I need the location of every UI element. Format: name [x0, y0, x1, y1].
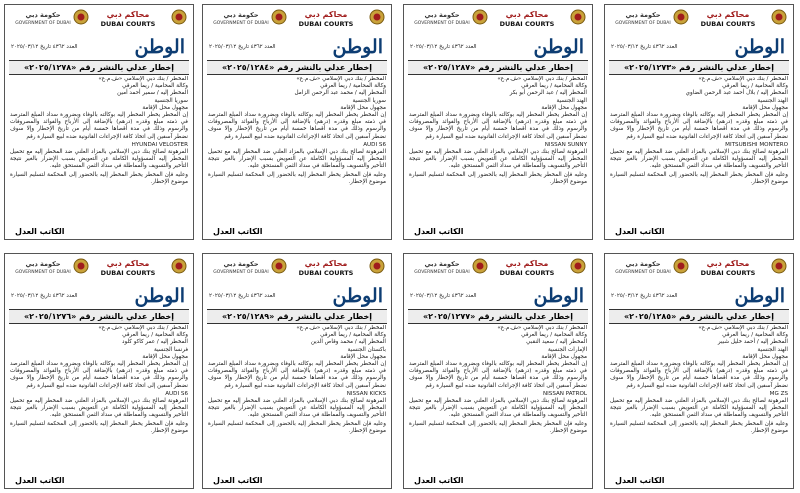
court-name-en: DUBAI COURTS	[499, 269, 555, 277]
notice-header	[9, 257, 189, 283]
notice-header	[207, 257, 387, 283]
vehicle-model: NISSAN SUNNY	[544, 141, 587, 148]
notice-title: إخطار عدلي بالنشر رقم «٢٠٢٥/١٢٧٧»	[408, 309, 588, 324]
gov-emblem-icon	[673, 9, 689, 25]
nationality: باكستان الجنسية	[347, 346, 386, 353]
requester: المخطر / بنك دبي الإسلامي «ش.م.ع»	[98, 76, 188, 82]
body-paragraph: وعليه فإن المخطر يخطر المخطر إليه بالحضور إلى المحكمة لتسليم السيارة موضوع الإخطار.	[610, 420, 788, 434]
address: مجهول محل الإقامة	[742, 104, 788, 111]
body-paragraph: إن المخطر يخطر المخطر إليه بوكالته بالوفاء وبضرورة سداد المبلغ المترصد في ذمته مبلغ وقدره (درهم) بالإضافة إلى الأرباح والفوائد والمصروفات والرسوم وذلك في مدة أقصاها خمسة أيام من تاريخ الإخطار وإلا سوف نضطر آسفين إلى اتخاذ كافة الإجراءات القانونية ضده لبيع السيارة رقم	[208, 361, 386, 389]
dubai-emblem-icon	[171, 9, 187, 25]
issue-info: العدد ٤٣٦٢ تاريخ ٢٠٢٥/٠٣/١٢	[611, 293, 678, 299]
nationality: سوريا الجنسية	[352, 97, 386, 104]
address: مجهول محل الإقامة	[142, 104, 188, 111]
notary-signature: الكاتب العدل	[615, 476, 665, 485]
body-paragraph: وعليه فإن المخطر يخطر المخطر إليه بالحضور إلى المحكمة لتسليم السيارة موضوع الإخطار.	[610, 171, 788, 185]
court-notice	[604, 4, 794, 240]
body-paragraph: إن المخطر يخطر المخطر إليه بوكالته بالوفاء وبضرورة سداد المبلغ المترصد في ذمته مبلغ وقدره (درهم) بالإضافة إلى الأرباح والفوائد والمصروفات والرسوم وذلك في مدة أقصاها خمسة أيام من تاريخ الإخطار وإلا سوف نضطر آسفين إلى اتخاذ كافة الإجراءات القانونية ضده لبيع السيارة رقم	[409, 112, 587, 140]
requester: المخطر / بنك دبي الإسلامي «ش.م.ع»	[497, 325, 587, 331]
court-name-en: DUBAI COURTS	[298, 20, 354, 28]
issue-info: العدد ٤٣٦٢ تاريخ ٢٠٢٥/٠٣/١٢	[11, 293, 78, 299]
notice-body	[409, 76, 587, 221]
gov-name-en: GOVERNMENT OF DUBAI	[15, 21, 71, 26]
address: مجهول محل الإقامة	[541, 104, 587, 111]
gov-emblem-icon	[472, 258, 488, 274]
notice-header	[9, 8, 189, 34]
issue-info: العدد ٤٣٦٢ تاريخ ٢٠٢٥/٠٣/١٢	[410, 293, 477, 299]
address: مجهول محل الإقامة	[340, 353, 386, 360]
notice-body	[610, 325, 788, 470]
notary-signature: الكاتب العدل	[414, 227, 464, 236]
gov-emblem-icon	[673, 258, 689, 274]
body-paragraph: المرهونة لصالح بنك دبي الإسلامي بالمزاد العلني ضد المخطر إليه مع تحميل المخطر إليه المسؤولية الكاملة عن التعويض بسبب الإضرار بالغير نتيجة التأخير والتسويف والمماطلة في سداد الثمن المستحق عليه.	[610, 149, 788, 170]
vehicle-model: MITSUBISHI MONTERO	[725, 141, 788, 148]
body-paragraph: وعليه فإن المخطر يخطر المخطر إليه بالحضور إلى المحكمة لتسليم السيارة موضوع الإخطار.	[409, 171, 587, 185]
brand-row	[408, 285, 588, 307]
notice-body	[10, 76, 188, 221]
nationality: سوريا الجنسية	[154, 97, 188, 104]
gov-emblem-icon	[472, 9, 488, 25]
notice-body	[208, 76, 386, 221]
dubai-emblem-icon	[771, 258, 787, 274]
body-paragraph: المرهونة لصالح بنك دبي الإسلامي بالمزاد العلني ضد المخطر إليه مع تحميل المخطر إليه المسؤولية الكاملة عن التعويض بسبب الإضرار بالغير نتيجة التأخير والتسويف والمماطلة في سداد الثمن المستحق عليه.	[10, 149, 188, 170]
gov-name-en: GOVERNMENT OF DUBAI	[213, 21, 269, 26]
body-paragraph: إن المخطر يخطر المخطر إليه بوكالته بالوفاء وبضرورة سداد المبلغ المترصد في ذمته مبلغ وقدره (درهم) بالإضافة إلى الأرباح والفوائد والمصروفات والرسوم وذلك في مدة أقصاها خمسة أيام من تاريخ الإخطار وإلا سوف نضطر آسفين إلى اتخاذ كافة الإجراءات القانونية ضده لبيع السيارة رقم	[10, 361, 188, 389]
court-notice	[403, 253, 593, 489]
vehicle-model: AUDI S6	[363, 141, 386, 148]
notary-signature: الكاتب العدل	[615, 227, 665, 236]
newspaper-logo: الوطن	[332, 36, 383, 58]
notice-title: إخطار عدلي بالنشر رقم «٢٠٢٥/١٢٨٧»	[408, 60, 588, 75]
court-name-en: DUBAI COURTS	[700, 20, 756, 28]
gov-name-en: GOVERNMENT OF DUBAI	[615, 270, 671, 275]
requester: المخطر / بنك دبي الإسلامي «ش.م.ع»	[497, 76, 587, 82]
notified-party: المخطر إليه / سمير أحمد أمين	[117, 90, 188, 97]
dubai-emblem-icon	[771, 9, 787, 25]
brand-row	[9, 285, 189, 307]
gov-name-ar: حكومة دبي	[223, 11, 259, 19]
notified-party: المخطر إليه / أحمد خليل شبير	[717, 339, 788, 346]
newspaper-logo: الوطن	[134, 285, 185, 307]
issue-info: العدد ٤٣٦٢ تاريخ ٢٠٢٥/٠٣/١٢	[209, 44, 276, 50]
gov-name-ar: حكومة دبي	[424, 260, 460, 268]
gov-name-ar: حكومة دبي	[625, 11, 661, 19]
newspaper-logo: الوطن	[134, 36, 185, 58]
requester: المخطر / بنك دبي الإسلامي «ش.م.ع»	[698, 76, 788, 82]
body-paragraph: وعليه فإن المخطر يخطر المخطر إليه بالحضور إلى المحكمة لتسليم السيارة موضوع الإخطار.	[409, 420, 587, 434]
court-name-ar: محاكم دبي	[505, 259, 549, 268]
issue-info: العدد ٤٣٦٢ تاريخ ٢٠٢٥/٠٣/١٢	[11, 44, 78, 50]
body-paragraph: إن المخطر يخطر المخطر إليه بوكالته بالوفاء وبضرورة سداد المبلغ المترصد في ذمته مبلغ وقدره (درهم) بالإضافة إلى الأرباح والفوائد والمصروفات والرسوم وذلك في مدة أقصاها خمسة أيام من تاريخ الإخطار وإلا سوف نضطر آسفين إلى اتخاذ كافة الإجراءات القانونية ضده لبيع السيارة رقم	[208, 112, 386, 140]
court-notice	[4, 4, 194, 240]
notice-title: إخطار عدلي بالنشر رقم «٢٠٢٥/١٢٧٣»	[609, 60, 789, 75]
address: مجهول محل الإقامة	[142, 353, 188, 360]
court-notice	[202, 4, 392, 240]
agent: وكالة المحامية / ريما العرقي	[722, 83, 788, 90]
notice-header	[207, 8, 387, 34]
gov-name-ar: حكومة دبي	[223, 260, 259, 268]
court-name-ar: محاكم دبي	[106, 259, 150, 268]
notice-body	[409, 325, 587, 470]
brand-row	[408, 36, 588, 58]
brand-row	[609, 285, 789, 307]
gov-name-en: GOVERNMENT OF DUBAI	[213, 270, 269, 275]
court-name-ar: محاكم دبي	[106, 10, 150, 19]
newspaper-logo: الوطن	[533, 285, 584, 307]
body-paragraph: المرهونة لصالح بنك دبي الإسلامي بالمزاد العلني ضد المخطر إليه مع تحميل المخطر إليه المسؤولية الكاملة عن التعويض بسبب الإضرار بالغير نتيجة التأخير والتسويف والمماطلة في سداد الثمن المستحق عليه.	[610, 398, 788, 419]
agent: وكالة المحامية / ريما العرقي	[320, 332, 386, 339]
requester: المخطر / بنك دبي الإسلامي «ش.م.ع»	[296, 325, 386, 331]
notified-party: المخطر إليه / بلال أحمد عبد الرحمن الضاوي	[685, 90, 788, 97]
notice-header	[609, 8, 789, 34]
notice-header	[408, 257, 588, 283]
body-paragraph: إن المخطر يخطر المخطر إليه بوكالته بالوفاء وبضرورة سداد المبلغ المترصد في ذمته مبلغ وقدره (درهم) بالإضافة إلى الأرباح والفوائد والمصروفات والرسوم وذلك في مدة أقصاها خمسة أيام من تاريخ الإخطار وإلا سوف نضطر آسفين إلى اتخاذ كافة الإجراءات القانونية ضده لبيع السيارة رقم	[610, 361, 788, 389]
dubai-emblem-icon	[369, 258, 385, 274]
body-paragraph: إن المخطر يخطر المخطر إليه بوكالته بالوفاء وبضرورة سداد المبلغ المترصد في ذمته مبلغ وقدره (درهم) بالإضافة إلى الأرباح والفوائد والمصروفات والرسوم وذلك في مدة أقصاها خمسة أيام من تاريخ الإخطار وإلا سوف نضطر آسفين إلى اتخاذ كافة الإجراءات القانونية ضده لبيع السيارة رقم	[10, 112, 188, 140]
notary-signature: الكاتب العدل	[15, 476, 65, 485]
gov-name-ar: حكومة دبي	[25, 11, 61, 19]
issue-info: العدد ٤٣٦٢ تاريخ ٢٠٢٥/٠٣/١٢	[611, 44, 678, 50]
agent: وكالة المحامية / ريما العرقي	[722, 332, 788, 339]
brand-row	[609, 36, 789, 58]
notified-party: المخطر إليه / سعيد النقبي	[526, 339, 587, 346]
notary-signature: الكاتب العدل	[15, 227, 65, 236]
notified-party: المخطر إليه / محمد وقاص الدين	[310, 339, 386, 346]
brand-row	[207, 285, 387, 307]
nationality: الهند الجنسية	[556, 97, 587, 104]
notice-header	[408, 8, 588, 34]
body-paragraph: المرهونة لصالح بنك دبي الإسلامي بالمزاد العلني ضد المخطر إليه مع تحميل المخطر إليه المسؤولية الكاملة عن التعويض بسبب الإضرار بالغير نتيجة التأخير والتسويف والمماطلة في سداد الثمن المستحق عليه.	[10, 398, 188, 419]
issue-info: العدد ٤٣٦٢ تاريخ ٢٠٢٥/٠٣/١٢	[209, 293, 276, 299]
body-paragraph: إن المخطر يخطر المخطر إليه بوكالته بالوفاء وبضرورة سداد المبلغ المترصد في ذمته مبلغ وقدره (درهم) بالإضافة إلى الأرباح والفوائد والمصروفات والرسوم وذلك في مدة أقصاها خمسة أيام من تاريخ الإخطار وإلا سوف نضطر آسفين إلى اتخاذ كافة الإجراءات القانونية ضده لبيع السيارة رقم	[610, 112, 788, 140]
address: مجهول محل الإقامة	[742, 353, 788, 360]
vehicle-model: NISSAN PATROL	[542, 390, 587, 397]
nationality: الهند الجنسية	[757, 346, 788, 353]
newspaper-logo: الوطن	[734, 36, 785, 58]
gov-emblem-icon	[271, 9, 287, 25]
gov-emblem-icon	[73, 258, 89, 274]
gov-name-en: GOVERNMENT OF DUBAI	[15, 270, 71, 275]
notary-signature: الكاتب العدل	[213, 476, 263, 485]
court-notice	[202, 253, 392, 489]
dubai-emblem-icon	[570, 258, 586, 274]
body-paragraph: المرهونة لصالح بنك دبي الإسلامي بالمزاد العلني ضد المخطر إليه مع تحميل المخطر إليه المسؤولية الكاملة عن التعويض بسبب الإضرار بالغير نتيجة التأخير والتسويف والمماطلة في سداد الثمن المستحق عليه.	[208, 149, 386, 170]
notice-body	[208, 325, 386, 470]
body-paragraph: المرهونة لصالح بنك دبي الإسلامي بالمزاد العلني ضد المخطر إليه مع تحميل المخطر إليه المسؤولية الكاملة عن التعويض بسبب الإضرار بالغير نتيجة التأخير والتسويف والمماطلة في سداد الثمن المستحق عليه.	[208, 398, 386, 419]
newspaper-logo: الوطن	[332, 285, 383, 307]
dubai-emblem-icon	[369, 9, 385, 25]
court-name-ar: محاكم دبي	[304, 259, 348, 268]
court-notice	[4, 253, 194, 489]
court-name-ar: محاكم دبي	[706, 259, 750, 268]
body-paragraph: المرهونة لصالح بنك دبي الإسلامي بالمزاد العلني ضد المخطر إليه مع تحميل المخطر إليه المسؤولية الكاملة عن التعويض بسبب الإضرار بالغير نتيجة التأخير والتسويف والمماطلة في سداد الثمن المستحق عليه.	[409, 149, 587, 170]
vehicle-model: MG ZS	[769, 390, 788, 397]
vehicle-model: NISSAN KICKS	[346, 390, 386, 397]
address: مجهول محل الإقامة	[541, 353, 587, 360]
body-paragraph: المرهونة لصالح بنك دبي الإسلامي بالمزاد العلني ضد المخطر إليه مع تحميل المخطر إليه المسؤولية الكاملة عن التعويض بسبب الإضرار بالغير نتيجة التأخير والتسويف والمماطلة في سداد الثمن المستحق عليه.	[409, 398, 587, 419]
vehicle-model: HYUNDAI VELOSTER	[131, 141, 188, 148]
body-paragraph: وعليه فإن المخطر يخطر المخطر إليه بالحضور إلى المحكمة لتسليم السيارة موضوع الإخطار.	[10, 420, 188, 434]
agent: وكالة المحامية / ريما العرقي	[122, 83, 188, 90]
court-name-ar: محاكم دبي	[505, 10, 549, 19]
body-paragraph: وعليه فإن المخطر يخطر المخطر إليه بالحضور إلى المحكمة لتسليم السيارة موضوع الإخطار.	[208, 171, 386, 185]
notice-header	[609, 257, 789, 283]
court-notice	[604, 253, 794, 489]
brand-row	[207, 36, 387, 58]
dubai-emblem-icon	[171, 258, 187, 274]
court-name-en: DUBAI COURTS	[298, 269, 354, 277]
gov-emblem-icon	[73, 9, 89, 25]
notice-title: إخطار عدلي بالنشر رقم «٢٠٢٥/١٢٧٦»	[9, 309, 189, 324]
gov-name-ar: حكومة دبي	[625, 260, 661, 268]
body-paragraph: إن المخطر يخطر المخطر إليه بوكالته بالوفاء وبضرورة سداد المبلغ المترصد في ذمته مبلغ وقدره (درهم) بالإضافة إلى الأرباح والفوائد والمصروفات والرسوم وذلك في مدة أقصاها خمسة أيام من تاريخ الإخطار وإلا سوف نضطر آسفين إلى اتخاذ كافة الإجراءات القانونية ضده لبيع السيارة رقم	[409, 361, 587, 389]
court-name-en: DUBAI COURTS	[499, 20, 555, 28]
court-notice	[403, 4, 593, 240]
notice-body	[610, 76, 788, 221]
vehicle-model: AUDI S6	[165, 390, 188, 397]
gov-name-ar: حكومة دبي	[424, 11, 460, 19]
nationality: فرنسا الجنسية	[153, 346, 188, 353]
body-paragraph: وعليه فإن المخطر يخطر المخطر إليه بالحضور إلى المحكمة لتسليم السيارة موضوع الإخطار.	[208, 420, 386, 434]
issue-info: العدد ٤٣٦٢ تاريخ ٢٠٢٥/٠٣/١٢	[410, 44, 477, 50]
requester: المخطر / بنك دبي الإسلامي «ش.م.ع»	[698, 325, 788, 331]
agent: وكالة المحامية / ريما العرقي	[521, 83, 587, 90]
gov-emblem-icon	[271, 258, 287, 274]
newspaper-logo: الوطن	[533, 36, 584, 58]
notice-body	[10, 325, 188, 470]
notary-signature: الكاتب العدل	[414, 476, 464, 485]
gov-name-ar: حكومة دبي	[25, 260, 61, 268]
gov-name-en: GOVERNMENT OF DUBAI	[615, 21, 671, 26]
dubai-emblem-icon	[570, 9, 586, 25]
address: مجهول محل الإقامة	[340, 104, 386, 111]
nationality: الهند الجنسية	[757, 97, 788, 104]
court-name-en: DUBAI COURTS	[100, 20, 156, 28]
agent: وكالة المحامية / ريما العرقي	[521, 332, 587, 339]
body-paragraph: وعليه فإن المخطر يخطر المخطر إليه بالحضور إلى المحكمة لتسليم السيارة موضوع الإخطار.	[10, 171, 188, 185]
court-name-en: DUBAI COURTS	[700, 269, 756, 277]
nationality: الإمارات الجنسية	[548, 346, 587, 353]
notary-signature: الكاتب العدل	[213, 227, 263, 236]
newspaper-logo: الوطن	[734, 285, 785, 307]
agent: وكالة المحامية / ريما العرقي	[122, 332, 188, 339]
notice-title: إخطار عدلي بالنشر رقم «٢٠٢٥/١٢٧٨»	[9, 60, 189, 75]
notice-title: إخطار عدلي بالنشر رقم «٢٠٢٥/١٢٨٩»	[207, 309, 387, 324]
notice-title: إخطار عدلي بالنشر رقم «٢٠٢٥/١٢٨٥»	[609, 309, 789, 324]
requester: المخطر / بنك دبي الإسلامي «ش.م.ع»	[296, 76, 386, 82]
gov-name-en: GOVERNMENT OF DUBAI	[414, 270, 470, 275]
brand-row	[9, 36, 189, 58]
notified-party: المخطر إليه / عمر كاكو كلود	[122, 339, 188, 346]
court-name-en: DUBAI COURTS	[100, 269, 156, 277]
requester: المخطر / بنك دبي الإسلامي «ش.م.ع»	[98, 325, 188, 331]
court-name-ar: محاكم دبي	[304, 10, 348, 19]
court-name-ar: محاكم دبي	[706, 10, 750, 19]
notified-party: المخطر إليه / محمد عبد الرحمن الزامل	[294, 90, 386, 97]
gov-name-en: GOVERNMENT OF DUBAI	[414, 21, 470, 26]
notified-party: المخطر إليه / عبد الرحمن أبو بكر	[509, 90, 587, 97]
notice-title: إخطار عدلي بالنشر رقم «٢٠٢٥/١٢٨٤»	[207, 60, 387, 75]
agent: وكالة المحامية / ريما العرقي	[320, 83, 386, 90]
